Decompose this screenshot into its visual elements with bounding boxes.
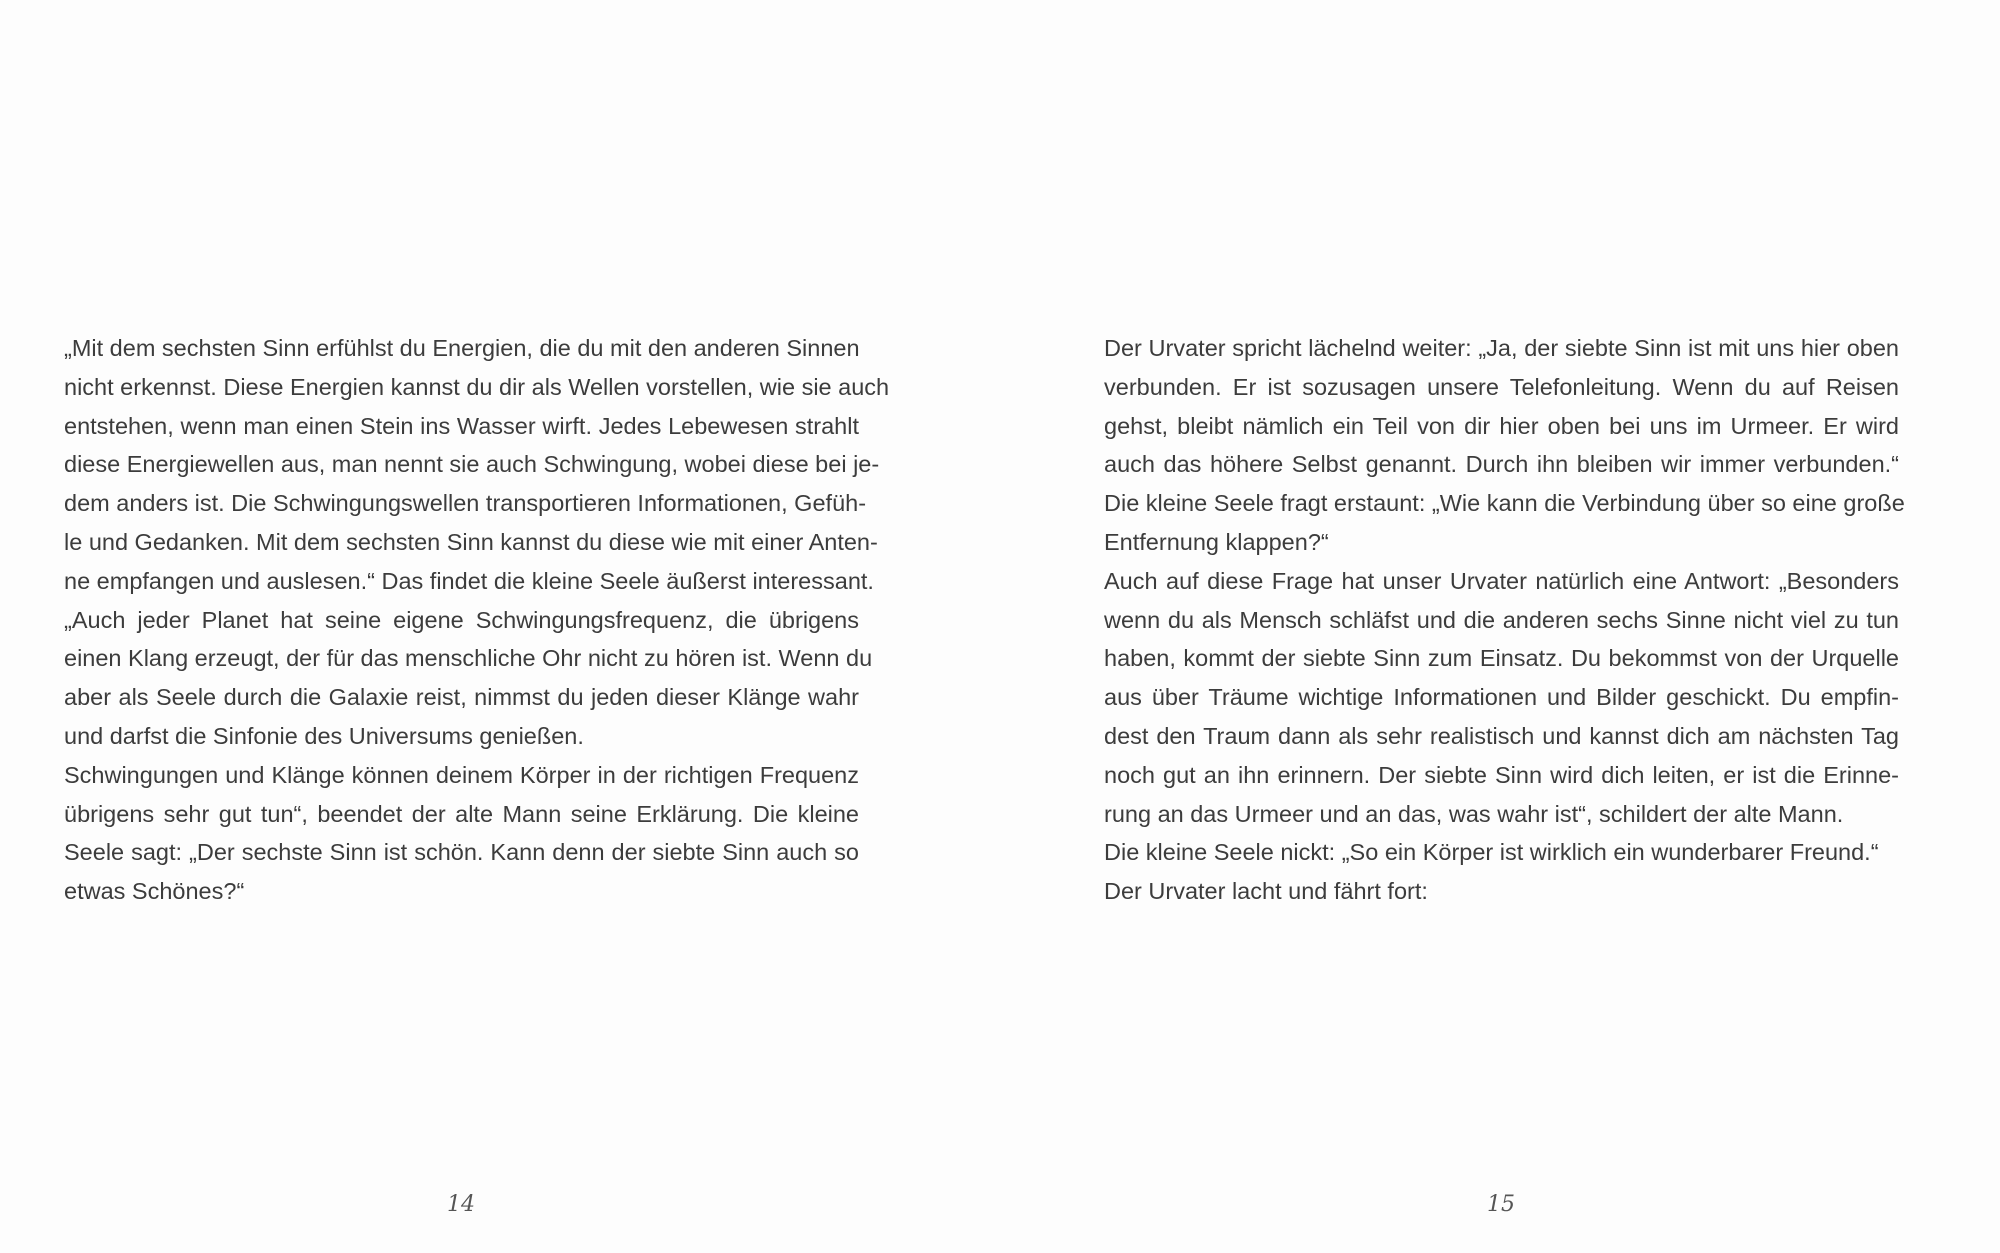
page-number: 15 (1487, 1192, 1515, 1217)
text-line: Entfernung klappen?“ (1104, 528, 1329, 555)
text-line: auch das höhere Selbst genannt. Durch ihn bleiben wir immer verbunden.“ (1104, 451, 1899, 478)
text-line: Auch auf diese Frage hat unser Urvater natürlich eine Antwort: „Besonders (1104, 567, 1899, 594)
page-number: 14 (447, 1192, 475, 1217)
text-line: Der Urvater spricht lächelnd weiter: „Ja, der siebte Sinn ist mit uns hier oben (1104, 335, 1899, 361)
text-line: übrigens sehr gut tun“, beendet der alte Mann seine Erklärung. Die kleine (64, 800, 859, 827)
text-line: „Mit dem sechsten Sinn erfühlst du Energien, die du mit den anderen Sinnen (64, 335, 860, 361)
left-page-text (64, 329, 890, 911)
text-line: „Auch jeder Planet hat seine eigene Schwingungsfrequenz, die übrigens (64, 606, 859, 633)
text-line: entstehen, wenn man einen Stein ins Wasser wirft. Jedes Lebewesen strahlt (64, 412, 859, 439)
text-line: diese Energiewellen aus, man nennt sie auch Schwingung, wobei diese bei je- (64, 451, 880, 478)
text-line: noch gut an ihn erinnern. Der siebte Sinn wird dich leiten, er ist die Erinne- (1104, 761, 1899, 788)
text-line: haben, kommt der siebte Sinn zum Einsatz. Du bekommst von der Urquelle (1104, 645, 1899, 672)
text-line: dest den Traum dann als sehr realistisch und kannst dich am nächsten Tag (1104, 722, 1899, 749)
text-line: aber als Seele durch die Galaxie reist, nimmst du jeden dieser Klänge wahr (64, 684, 859, 711)
text-line: Die kleine Seele nickt: „So ein Körper ist wirklich ein wunderbarer Freund.“ (1104, 839, 1879, 866)
text-line: le und Gedanken. Mit dem sechsten Sinn kannst du diese wie mit einer Anten- (64, 528, 878, 555)
text-line: Der Urvater lacht und fährt fort: (1104, 878, 1428, 905)
text-line: und darfst die Sinfonie des Universums genießen. (64, 722, 584, 749)
text-line: ne empfangen und auslesen.“ Das findet die kleine Seele äußerst interessant. (64, 567, 874, 594)
text-line: einen Klang erzeugt, der für das menschliche Ohr nicht zu hören ist. Wenn du (64, 645, 873, 672)
text-line: etwas Schönes?“ (64, 878, 245, 905)
text-line: nicht erkennst. Diese Energien kannst du dir als Wellen vorstellen, wie sie auch (64, 373, 890, 400)
text-line: wenn du als Mensch schläfst und die anderen sechs Sinne nicht viel zu tun (1104, 606, 1899, 633)
text-line: Seele sagt: „Der sechste Sinn ist schön. Kann denn der siebte Sinn auch so (64, 839, 859, 866)
text-line: dem anders ist. Die Schwingungswellen transportieren Informationen, Gefüh- (64, 490, 867, 517)
text-line: Die kleine Seele fragt erstaunt: „Wie kann die Verbindung über so eine große (1104, 490, 1905, 517)
right-page-text (1104, 329, 1905, 911)
text-line: Schwingungen und Klänge können deinem Körper in der richtigen Frequenz (64, 761, 859, 788)
right-page (1000, 0, 2000, 1253)
text-line: aus über Träume wichtige Informationen und Bilder geschickt. Du empfin- (1104, 684, 1899, 711)
text-line: gehst, bleibt nämlich ein Teil von dir hier oben bei uns im Urmeer. Er wird (1104, 412, 1899, 439)
text-line: verbunden. Er ist sozusagen unsere Telefonleitung. Wenn du auf Reisen (1104, 373, 1899, 400)
text-line: rung an das Urmeer und an das, was wahr ist“, schildert der alte Mann. (1104, 800, 1844, 827)
